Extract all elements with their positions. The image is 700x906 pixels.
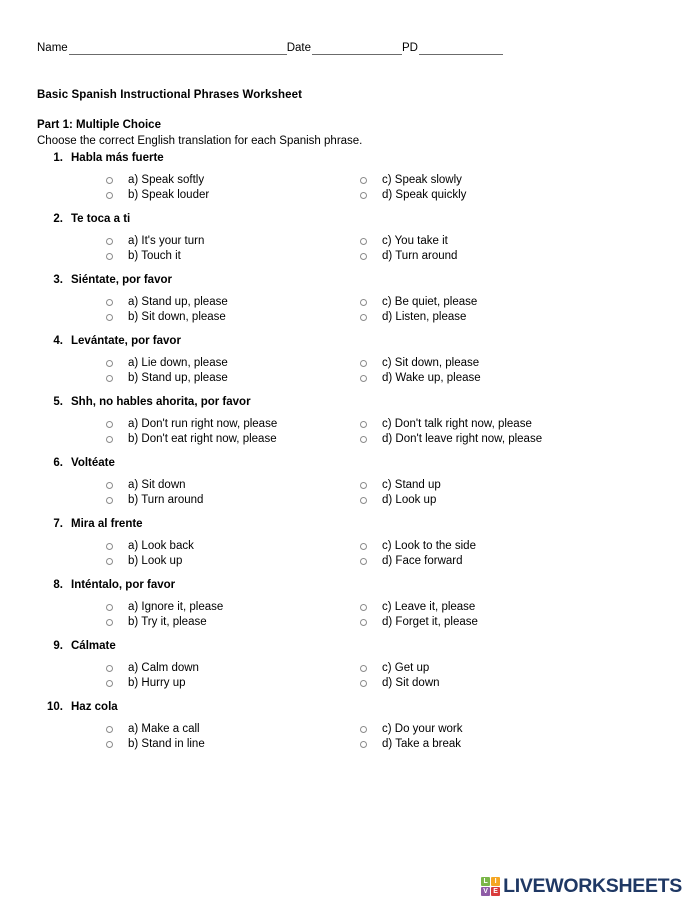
answer-option[interactable]: [359, 432, 663, 447]
pd-label: PD: [401, 42, 418, 54]
answer-options: [37, 225, 663, 272]
question-number: 7.: [53, 518, 63, 530]
question-list: [37, 150, 663, 760]
radio-circle-icon[interactable]: [360, 543, 367, 550]
radio-circle-icon[interactable]: [106, 314, 113, 321]
answer-option-label: c) You take it: [382, 235, 448, 247]
question-number: 3.: [53, 274, 63, 286]
answer-option[interactable]: [359, 310, 663, 325]
question-header: [37, 394, 663, 408]
name-label: Name: [37, 42, 68, 54]
question-header: [37, 333, 663, 347]
answer-option-column: [359, 600, 663, 630]
answer-option[interactable]: [105, 478, 359, 493]
answer-option-label: a) Look back: [128, 540, 194, 552]
answer-option-label: d) Take a break: [382, 738, 462, 750]
answer-option-label: c) Leave it, please: [382, 601, 476, 613]
answer-option[interactable]: [105, 493, 359, 508]
answer-option[interactable]: [105, 600, 359, 615]
answer-option[interactable]: [105, 356, 359, 371]
question-prompt: Shh, no hables ahorita, por favor: [71, 396, 251, 408]
question-prompt: Siéntate, por favor: [71, 274, 172, 286]
answer-option[interactable]: [359, 295, 663, 310]
answer-option-label: a) Lie down, please: [128, 357, 228, 369]
answer-options: [37, 652, 663, 699]
logo-tile-e: E: [491, 887, 500, 896]
answer-option-label: d) Sit down: [382, 677, 440, 689]
question-number: 1.: [53, 152, 63, 164]
answer-options: [37, 164, 663, 211]
radio-circle-icon[interactable]: [360, 253, 367, 260]
answer-option[interactable]: [105, 295, 359, 310]
question-header: [37, 211, 663, 225]
answer-option-label: a) Sit down: [128, 479, 186, 491]
answer-option-label: d) Don't leave right now, please: [382, 433, 543, 445]
answer-option-label: a) Make a call: [128, 723, 200, 735]
question-prompt: Levántate, por favor: [71, 335, 181, 347]
radio-circle-icon[interactable]: [360, 482, 367, 489]
answer-option-label: c) Get up: [382, 662, 430, 674]
answer-option-label: a) Don't run right now, please: [128, 418, 278, 430]
question-prompt: Mira al frente: [71, 518, 143, 530]
answer-option[interactable]: [359, 478, 663, 493]
answer-option[interactable]: [105, 661, 359, 676]
answer-option[interactable]: [359, 539, 663, 554]
answer-option[interactable]: [105, 310, 359, 325]
answer-option[interactable]: [105, 188, 359, 203]
radio-circle-icon[interactable]: [106, 741, 113, 748]
answer-option-label: c) Sit down, please: [382, 357, 480, 369]
answer-option-label: d) Forget it, please: [382, 616, 478, 628]
question-item: [37, 211, 663, 272]
question-item: [37, 150, 663, 211]
answer-option-label: b) Stand in line: [128, 738, 205, 750]
answer-option-column: [37, 539, 359, 569]
question-item: [37, 333, 663, 394]
answer-option[interactable]: [359, 737, 663, 752]
answer-option-label: b) Turn around: [128, 494, 204, 506]
question-header: [37, 272, 663, 286]
answer-option-label: c) Be quiet, please: [382, 296, 478, 308]
question-prompt: Inténtalo, por favor: [71, 579, 176, 591]
answer-option-label: d) Look up: [382, 494, 437, 506]
question-header: [37, 577, 663, 591]
pd-input-rule[interactable]: [419, 42, 503, 55]
radio-circle-icon[interactable]: [106, 253, 113, 260]
answer-option[interactable]: [105, 432, 359, 447]
radio-circle-icon[interactable]: [360, 726, 367, 733]
student-info-header: [37, 41, 623, 55]
answer-option[interactable]: [105, 249, 359, 264]
answer-options: [37, 713, 663, 760]
answer-option-label: c) Do your work: [382, 723, 463, 735]
radio-circle-icon[interactable]: [360, 192, 367, 199]
radio-circle-icon[interactable]: [106, 665, 113, 672]
answer-option-label: d) Listen, please: [382, 311, 467, 323]
date-input-rule[interactable]: [312, 42, 402, 55]
name-input-rule[interactable]: [69, 42, 287, 55]
answer-option[interactable]: [359, 722, 663, 737]
radio-circle-icon[interactable]: [106, 680, 113, 687]
answer-option-label: d) Face forward: [382, 555, 463, 567]
radio-circle-icon[interactable]: [360, 360, 367, 367]
question-number: 4.: [53, 335, 63, 347]
answer-option-label: b) Look up: [128, 555, 183, 567]
question-number: 10.: [47, 701, 63, 713]
answer-option-label: d) Wake up, please: [382, 372, 481, 384]
answer-option[interactable]: [359, 249, 663, 264]
answer-option[interactable]: [359, 493, 663, 508]
answer-option[interactable]: [359, 676, 663, 691]
question-prompt: Haz cola: [71, 701, 118, 713]
question-item: [37, 516, 663, 577]
answer-option[interactable]: [359, 188, 663, 203]
radio-circle-icon[interactable]: [106, 421, 113, 428]
radio-circle-icon[interactable]: [106, 558, 113, 565]
radio-circle-icon[interactable]: [106, 604, 113, 611]
answer-option-column: [37, 722, 359, 752]
answer-option-label: b) Hurry up: [128, 677, 186, 689]
answer-option-label: b) Don't eat right now, please: [128, 433, 277, 445]
answer-options: [37, 408, 663, 455]
question-number: 9.: [53, 640, 63, 652]
question-item: [37, 272, 663, 333]
question-header: [37, 638, 663, 652]
answer-option[interactable]: [359, 417, 663, 432]
liveworksheets-wordmark: LIVEWORKSHEETS: [503, 874, 682, 897]
question-number: 8.: [53, 579, 63, 591]
answer-options: [37, 286, 663, 333]
answer-option-column: [37, 173, 359, 203]
answer-option-column: [37, 478, 359, 508]
answer-option[interactable]: [359, 600, 663, 615]
answer-option-label: d) Turn around: [382, 250, 458, 262]
answer-option[interactable]: [105, 676, 359, 691]
answer-option-column: [359, 539, 663, 569]
answer-option[interactable]: [105, 554, 359, 569]
answer-option-label: b) Stand up, please: [128, 372, 228, 384]
answer-option-column: [37, 417, 359, 447]
radio-circle-icon[interactable]: [106, 497, 113, 504]
answer-option-label: a) Ignore it, please: [128, 601, 224, 613]
answer-option-label: c) Speak slowly: [382, 174, 462, 186]
answer-option-label: a) Speak softly: [128, 174, 205, 186]
radio-circle-icon[interactable]: [106, 299, 113, 306]
radio-circle-icon[interactable]: [360, 421, 367, 428]
answer-option[interactable]: [359, 234, 663, 249]
answer-options: [37, 347, 663, 394]
question-prompt: Cálmate: [71, 640, 116, 652]
question-number: 6.: [53, 457, 63, 469]
answer-option[interactable]: [105, 615, 359, 630]
radio-circle-icon[interactable]: [360, 604, 367, 611]
radio-circle-icon[interactable]: [106, 375, 113, 382]
answer-option[interactable]: [359, 554, 663, 569]
answer-option-label: c) Stand up: [382, 479, 441, 491]
radio-circle-icon[interactable]: [106, 360, 113, 367]
answer-option-label: a) Stand up, please: [128, 296, 228, 308]
answer-option-column: [37, 234, 359, 264]
answer-option[interactable]: [359, 173, 663, 188]
logo-tile-l: L: [481, 877, 490, 886]
answer-option-column: [37, 600, 359, 630]
answer-option-label: c) Don't talk right now, please: [382, 418, 532, 430]
radio-circle-icon[interactable]: [360, 665, 367, 672]
answer-options: [37, 591, 663, 638]
liveworksheets-grid-icon: [481, 877, 500, 896]
answer-option-column: [359, 417, 663, 447]
radio-circle-icon[interactable]: [106, 238, 113, 245]
answer-option[interactable]: [105, 173, 359, 188]
radio-circle-icon[interactable]: [360, 299, 367, 306]
radio-circle-icon[interactable]: [360, 177, 367, 184]
question-header: [37, 516, 663, 530]
answer-option[interactable]: [359, 615, 663, 630]
question-header: [37, 455, 663, 469]
answer-option-column: [37, 295, 359, 325]
radio-circle-icon[interactable]: [106, 436, 113, 443]
radio-circle-icon[interactable]: [360, 375, 367, 382]
answer-option-column: [359, 234, 663, 264]
question-number: 2.: [53, 213, 63, 225]
radio-circle-icon[interactable]: [106, 482, 113, 489]
question-header: [37, 699, 663, 713]
question-prompt: Te toca a ti: [71, 213, 131, 225]
radio-circle-icon[interactable]: [360, 741, 367, 748]
radio-circle-icon[interactable]: [106, 192, 113, 199]
question-item: [37, 394, 663, 455]
question-item: [37, 455, 663, 516]
question-prompt: Voltéate: [71, 457, 115, 469]
answer-option-column: [359, 661, 663, 691]
answer-option[interactable]: [359, 661, 663, 676]
answer-option[interactable]: [105, 371, 359, 386]
part-heading: Part 1: Multiple Choice: [37, 119, 161, 131]
radio-circle-icon[interactable]: [360, 314, 367, 321]
answer-option-column: [359, 173, 663, 203]
answer-option-column: [37, 661, 359, 691]
radio-circle-icon[interactable]: [360, 436, 367, 443]
answer-options: [37, 469, 663, 516]
answer-option-label: a) Calm down: [128, 662, 199, 674]
radio-circle-icon[interactable]: [360, 558, 367, 565]
answer-option[interactable]: [105, 234, 359, 249]
radio-circle-icon[interactable]: [360, 680, 367, 687]
answer-option-label: b) Speak louder: [128, 189, 210, 201]
answer-option-label: a) It's your turn: [128, 235, 205, 247]
answer-option[interactable]: [105, 722, 359, 737]
question-item: [37, 638, 663, 699]
logo-tile-i: I: [491, 877, 500, 886]
answer-option-label: b) Touch it: [128, 250, 181, 262]
answer-option[interactable]: [105, 539, 359, 554]
answer-option-column: [359, 478, 663, 508]
question-number: 5.: [53, 396, 63, 408]
answer-option[interactable]: [359, 371, 663, 386]
answer-option-label: c) Look to the side: [382, 540, 476, 552]
question-item: [37, 699, 663, 760]
answer-option-label: b) Sit down, please: [128, 311, 226, 323]
date-label: Date: [286, 42, 311, 54]
radio-circle-icon[interactable]: [360, 497, 367, 504]
answer-option-column: [37, 356, 359, 386]
logo-tile-v: V: [481, 887, 490, 896]
question-prompt: Habla más fuerte: [71, 152, 164, 164]
answer-option-column: [359, 356, 663, 386]
answer-option[interactable]: [359, 356, 663, 371]
answer-option-column: [359, 295, 663, 325]
radio-circle-icon[interactable]: [106, 543, 113, 550]
liveworksheets-logo: [481, 874, 682, 897]
question-item: [37, 577, 663, 638]
answer-options: [37, 530, 663, 577]
answer-option-column: [359, 722, 663, 752]
radio-circle-icon[interactable]: [360, 619, 367, 626]
radio-circle-icon[interactable]: [106, 726, 113, 733]
radio-circle-icon[interactable]: [106, 619, 113, 626]
answer-option[interactable]: [105, 737, 359, 752]
answer-option-label: d) Speak quickly: [382, 189, 467, 201]
part-instructions: Choose the correct English translation for each Spanish phrase.: [37, 135, 363, 147]
page-title: Basic Spanish Instructional Phrases Worksheet: [37, 89, 303, 101]
radio-circle-icon[interactable]: [360, 238, 367, 245]
answer-option[interactable]: [105, 417, 359, 432]
answer-option-label: b) Try it, please: [128, 616, 207, 628]
radio-circle-icon[interactable]: [106, 177, 113, 184]
question-header: [37, 150, 663, 164]
